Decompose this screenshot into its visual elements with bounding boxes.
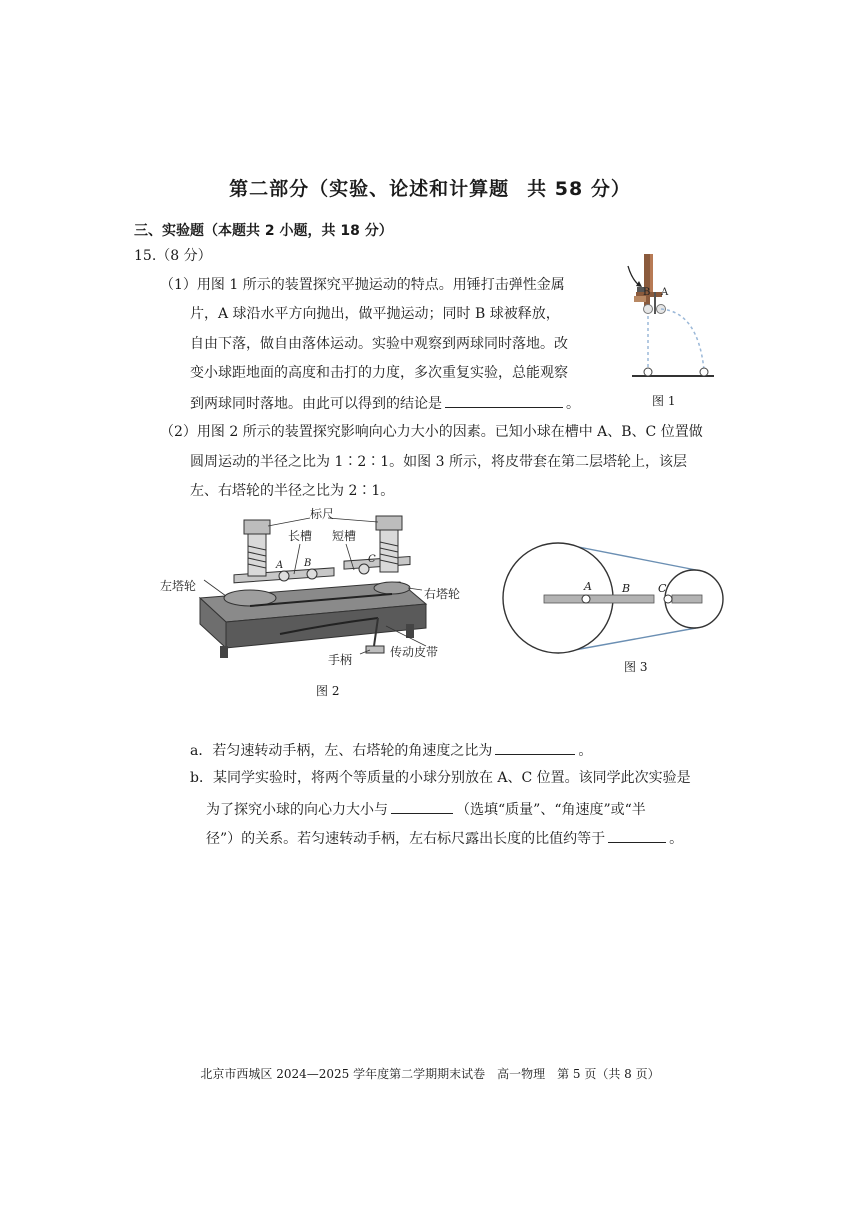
figure-1	[606, 246, 724, 386]
page-footer: 北京市西城区 2024—2025 学年度第二学期期末试卷 高一物理 第 5 页（共 8 页）	[200, 1067, 660, 1081]
fig2-label-left-wheel: 左塔轮	[160, 579, 197, 593]
part1-line-3: 自由下落，做自由落体运动。实验中观察到两球同时落地。改	[190, 336, 568, 352]
part-title-score: 共 58 分）	[527, 178, 631, 200]
answer-blank-3[interactable]	[391, 797, 453, 814]
answer-blank-2[interactable]	[495, 738, 575, 755]
sub-b-line-2	[206, 797, 646, 819]
fig2-label-right-wheel: 右塔轮	[424, 587, 461, 601]
sub-a-line	[190, 738, 592, 760]
sub-b-line-3	[206, 826, 683, 848]
fig2-label-handle: 手柄	[328, 653, 353, 667]
fig1-label-b: B	[643, 287, 651, 298]
sub-b-line-3-start: 径”）的关系。若匀速转动手柄，左右标尺露出长度的比值约等于	[206, 831, 606, 847]
fig2-caption: 图 2	[316, 684, 340, 698]
figure-3	[500, 540, 730, 658]
fig3-label-c: C	[658, 582, 667, 595]
answer-blank-1[interactable]	[445, 391, 563, 408]
part-title	[0, 174, 860, 201]
fig2-label-belt: 传动皮带	[390, 645, 439, 659]
fig2-label-short-slot: 短槽	[332, 529, 357, 543]
fig2-label-a: A	[276, 560, 284, 571]
sub-b-line-2-start: 为了探究小球的向心力大小与	[206, 802, 388, 818]
part2-line-2: 圆周运动的半径之比为 1∶2∶1。如图 3 所示，将皮带套在第二层塔轮上，该层	[190, 454, 687, 470]
answer-blank-4[interactable]	[608, 826, 666, 843]
sub-b-line-2-end: （选填“质量”、“角速度”或“半	[456, 802, 646, 818]
part2-line-3: 左、右塔轮的半径之比为 2∶1。	[190, 483, 395, 499]
part-title-main: 第二部分（实验、论述和计算题	[229, 178, 510, 200]
fig2-label-c: C	[368, 554, 376, 565]
part1-line-5	[190, 391, 580, 413]
sub-a-end-mark: 。	[578, 743, 593, 759]
fig2-label-ruler: 标尺	[310, 507, 335, 521]
fig3-caption: 图 3	[624, 660, 648, 674]
fig1-caption: 图 1	[652, 394, 676, 408]
sub-b-end-mark: 。	[669, 831, 684, 847]
part2-line-1: （2）用图 2 所示的装置探究影响向心力大小的因素。已知小球在槽中 A、B、C 位置做	[160, 424, 703, 440]
section-heading: 三、实验题（本题共 2 小题，共 18 分）	[134, 223, 393, 239]
part1-line-4: 变小球距地面的高度和击打的力度，多次重复实验，总能观察	[190, 365, 568, 381]
sub-a-text: a．若匀速转动手柄，左、右塔轮的角速度之比为	[190, 743, 493, 759]
fig2-label-long-slot: 长槽	[288, 529, 313, 543]
fig1-label-a: A	[661, 287, 669, 298]
fig3-label-a: A	[584, 580, 592, 593]
figure-2	[160, 506, 500, 674]
part1-line-5-text: 到两球同时落地。由此可以得到的结论是	[190, 396, 442, 412]
part1-end-mark: 。	[566, 396, 580, 412]
fig3-label-b: B	[622, 582, 631, 595]
sub-b-line-1: b．某同学实验时，将两个等质量的小球分别放在 A、C 位置。该同学此次实验是	[190, 770, 691, 786]
fig2-label-b: B	[304, 558, 312, 569]
question-number: 15.（8 分）	[134, 248, 212, 264]
part1-line-1: （1）用图 1 所示的装置探究平抛运动的特点。用锤打击弹性金属	[160, 277, 565, 293]
part1-line-2: 片，A 球沿水平方向抛出，做平抛运动；同时 B 球被释放，	[190, 306, 560, 322]
